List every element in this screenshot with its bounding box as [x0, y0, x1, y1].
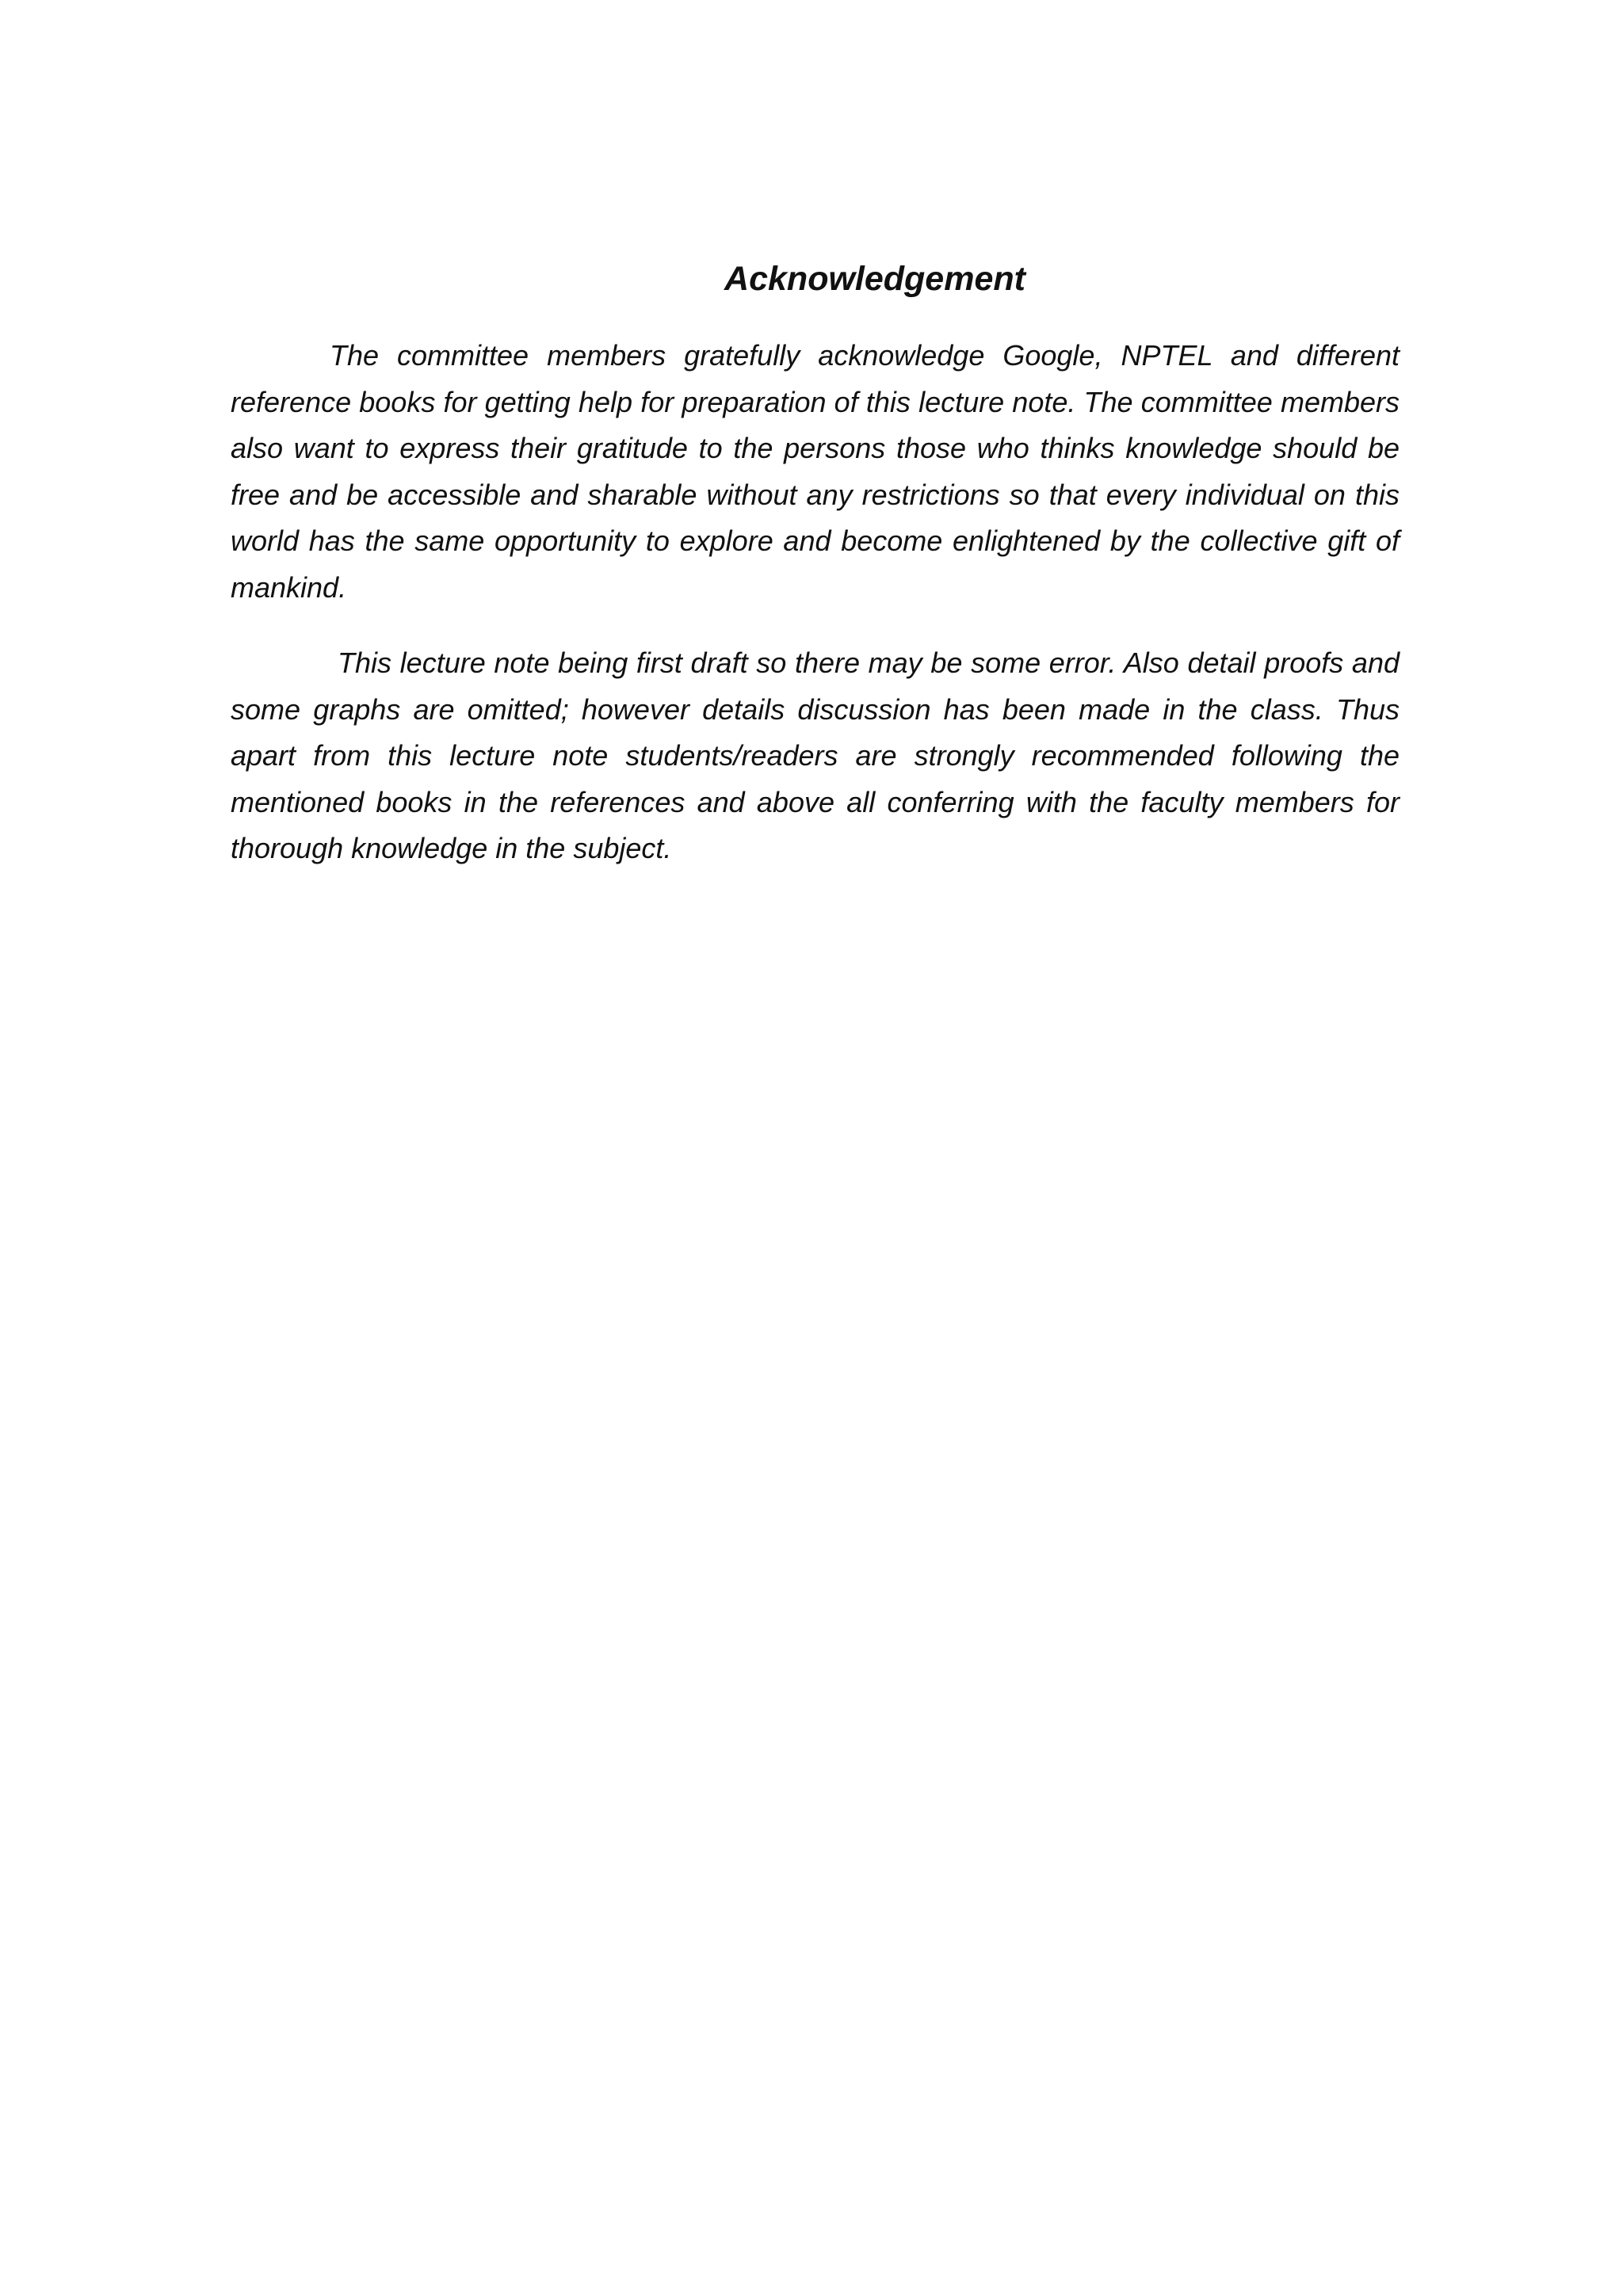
- page-title: Acknowledgement: [724, 260, 1025, 298]
- acknowledgement-paragraph-1: The committee members gratefully acknowledge Google, NPTEL and different reference books for getting help for preparation of this lecture note. The committee members also want to express their gratitude to the persons those who thinks knowledge should be free and be accessible and sharable without any restrictions so that every individual on this world has the same opportunity to explore and become enlightened by the collective gift of mankind.: [231, 339, 1400, 604]
- acknowledgement-paragraph-2: This lecture note being first draft so there may be some error. Also detail proofs and some graphs are omitted; however details discussion has been made in the class. Thus apart from this lecture note students/readers are strongly recommended following the mentioned books in the references and above all conferring with the faculty members for thorough knowledge in the subject.: [231, 646, 1400, 865]
